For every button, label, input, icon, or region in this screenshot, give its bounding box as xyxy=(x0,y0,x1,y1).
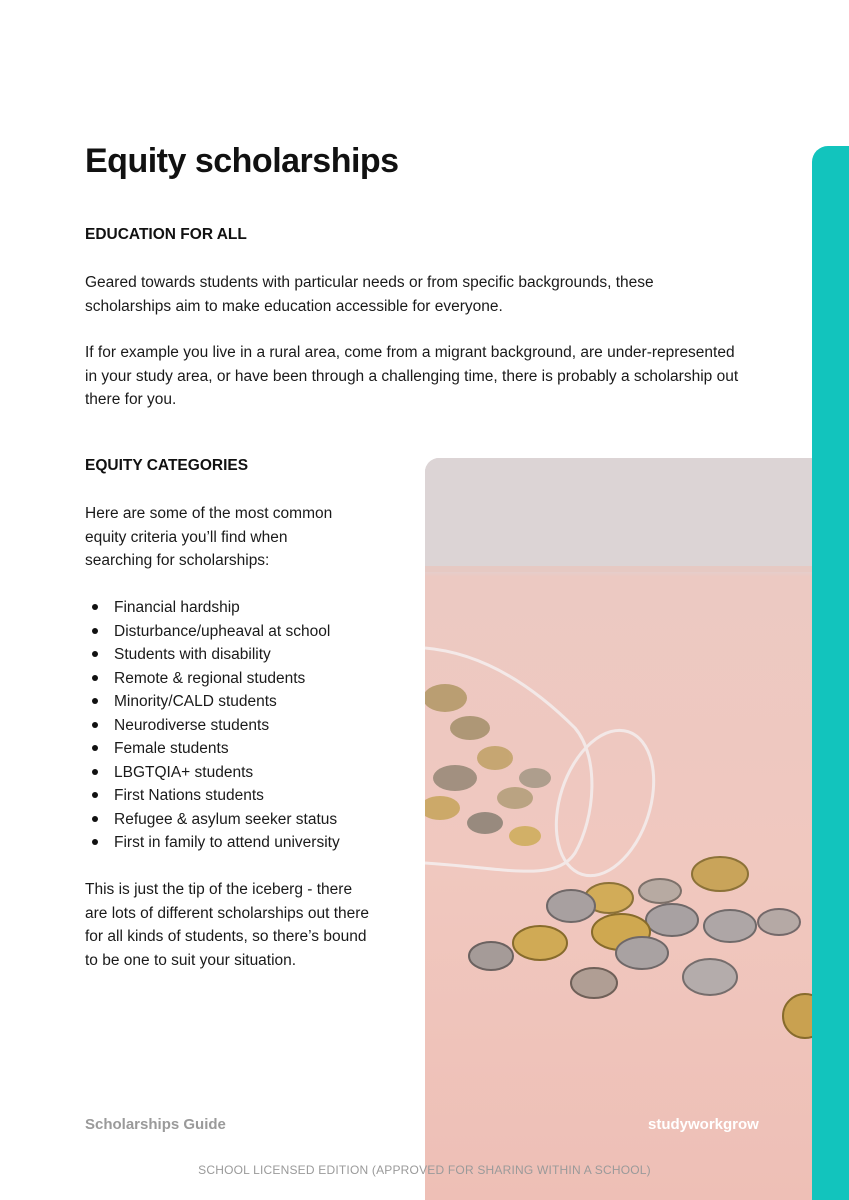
equity-outro: This is just the tip of the iceberg - there are lots of different scholarships out there for all kinds of students, so there’s bound to be one to suit your situation. xyxy=(85,881,370,969)
list-item: First in family to attend university xyxy=(85,831,340,855)
accent-side-bar xyxy=(812,146,849,1200)
list-item: Neurodiverse students xyxy=(85,714,340,738)
footer-brand-logo: studyworkgrow xyxy=(648,1116,759,1133)
list-item: Female students xyxy=(85,737,340,761)
list-item: Students with disability xyxy=(85,643,340,667)
section-heading-education: EDUCATION FOR ALL xyxy=(85,226,247,243)
list-item: LBGTQIA+ students xyxy=(85,761,340,785)
footer-guide-name: Scholarships Guide xyxy=(85,1116,226,1133)
education-paragraph-2: If for example you live in a rural area, come from a migrant background, are under-represented in your study area, or have been through a challenging time, there is probably a scholarship out there for you. xyxy=(85,344,739,408)
section-heading-equity: EQUITY CATEGORIES xyxy=(85,457,249,474)
license-notice: SCHOOL LICENSED EDITION (APPROVED FOR SHARING WITHIN A SCHOOL) xyxy=(198,1163,651,1177)
equity-intro: Here are some of the most common equity criteria you’ll find when searching for scholarships: xyxy=(85,505,333,569)
education-paragraph-1: Geared towards students with particular needs or from specific backgrounds, these scholarships aim to make education accessible for everyone. xyxy=(85,274,654,315)
list-item: Refugee & asylum seeker status xyxy=(85,808,340,832)
equity-criteria-list xyxy=(85,596,340,855)
page-title: Equity scholarships xyxy=(85,142,399,180)
list-item: Disturbance/upheaval at school xyxy=(85,620,340,644)
list-item: First Nations students xyxy=(85,784,340,808)
list-item: Remote & regional students xyxy=(85,667,340,691)
list-item: Minority/CALD students xyxy=(85,690,340,714)
coin-jar-photo xyxy=(425,458,812,1200)
list-item: Financial hardship xyxy=(85,596,340,620)
